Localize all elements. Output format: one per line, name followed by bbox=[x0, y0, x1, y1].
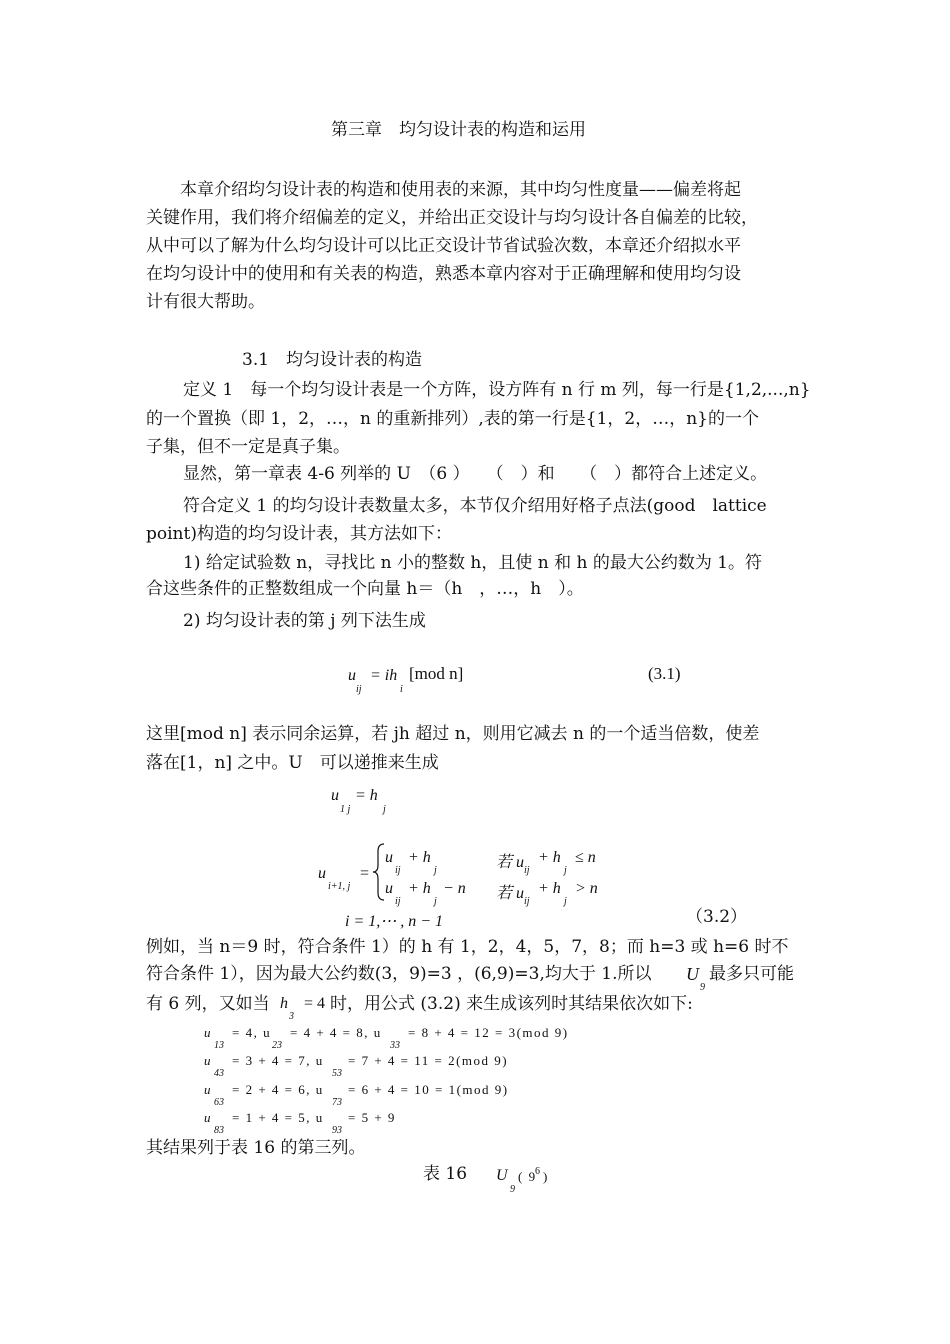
calc-text: = 5 + 9 bbox=[348, 1110, 396, 1125]
eq-u: u bbox=[385, 849, 393, 866]
eq-plus: + h bbox=[538, 880, 561, 897]
definition-line: 的一个置换（即 1，2，…，n 的重新排列）,表的第一行是{1，2，…，n}的一个 bbox=[146, 409, 760, 429]
calc-sub: 63 bbox=[214, 1097, 224, 1108]
eq-number: （3.2） bbox=[686, 907, 748, 927]
mod-line: 落在[1，n] 之中。U 可以递推来生成 bbox=[146, 753, 439, 773]
eq-sub: j bbox=[434, 865, 437, 876]
eq-equals: = bbox=[360, 865, 370, 882]
calc-sub: 23 bbox=[272, 1040, 282, 1051]
eq-sub: ij bbox=[524, 865, 530, 876]
eq-cond: 若 u bbox=[496, 885, 525, 902]
table-u: U bbox=[496, 1167, 508, 1184]
calc-u: u bbox=[204, 1053, 212, 1068]
table-sup: 6 bbox=[535, 1166, 540, 1177]
calc-text: = 8 + 4 = 12 = 3(mod 9) bbox=[408, 1025, 569, 1040]
example-line: 有 6 列，又如当 bbox=[146, 994, 270, 1014]
calc-text: = 1 + 4 = 5, u bbox=[232, 1110, 324, 1125]
calc-u: u bbox=[204, 1110, 212, 1125]
eq-sub: ij bbox=[524, 896, 530, 907]
eq-sub: 1 j bbox=[340, 804, 351, 815]
mod-line: 这里[mod n] 表示同余运算，若 jh 超过 n，则用它减去 n 的一个适当倍数，使差 bbox=[146, 724, 760, 744]
calc-sub: 93 bbox=[332, 1125, 342, 1136]
eq-sub: ij bbox=[395, 865, 401, 876]
calc-text: = 2 + 4 = 6, u bbox=[232, 1082, 324, 1097]
eq-sub: ij bbox=[356, 684, 362, 695]
h3-value: = 4 bbox=[304, 995, 326, 1012]
result-line: 其结果列于表 16 的第三列。 bbox=[146, 1138, 366, 1158]
intro-line: 关键作用，我们将介绍偏差的定义，并给出正交设计与均匀设计各自偏差的比较， bbox=[146, 208, 758, 228]
eq-sub: j bbox=[383, 804, 386, 815]
glp-line: point)构造的均匀设计表，其方法如下： bbox=[146, 524, 452, 544]
eq-rhs: = h bbox=[355, 787, 378, 804]
step1-line: 1) 给定试验数 n，寻找比 n 小的整数 h，且使 n 和 h 的最大公约数为 1。符 bbox=[183, 553, 763, 573]
chapter-title: 第三章 均匀设计表的构造和运用 bbox=[331, 120, 586, 140]
eq-sub: i bbox=[400, 684, 403, 695]
eq-minus: − n bbox=[443, 880, 466, 897]
example-line: 例如，当 n＝9 时，符合条件 1）的 h 有 1，2，4，5，7，8；而 h=3 或 h=6 时不 bbox=[146, 937, 789, 957]
obvious-line: 显然，第一章表 4-6 列举的 U （6 ） （ ）和 （ ）都符合上述定义。 bbox=[183, 464, 768, 484]
calc-text: = 6 + 4 = 10 = 1(mod 9) bbox=[348, 1082, 509, 1097]
h3-symbol: h bbox=[280, 995, 288, 1012]
eq-number: (3.1) bbox=[648, 664, 681, 683]
calc-sub: 83 bbox=[214, 1125, 224, 1136]
eq-u: u bbox=[318, 865, 326, 882]
calc-sub: 33 bbox=[390, 1040, 400, 1051]
calc-sub: 13 bbox=[214, 1040, 224, 1051]
glp-line: 符合定义 1 的均匀设计表数量太多，本节仅介绍用好格子点法(good lattice bbox=[183, 496, 767, 516]
table-sub: 9 bbox=[510, 1184, 515, 1195]
calc-sub: 43 bbox=[214, 1068, 224, 1079]
step2-line: 2) 均匀设计表的第 j 列下法生成 bbox=[183, 611, 426, 631]
intro-line: 在均匀设计中的使用和有关表的构造，熟悉本章内容对于正确理解和使用均匀设 bbox=[146, 264, 741, 284]
calc-text: = 3 + 4 = 7, u bbox=[232, 1053, 324, 1068]
eq-mod: [mod n] bbox=[409, 664, 464, 683]
eq-plus: + h bbox=[408, 849, 431, 866]
table-paren: ( 9 bbox=[518, 1169, 537, 1184]
calc-text: = 4 + 4 = 8, u bbox=[290, 1025, 382, 1040]
calc-u: u bbox=[204, 1082, 212, 1097]
step1-line: 合这些条件的正整数组成一个向量 h＝（h ，…，h ）。 bbox=[146, 579, 584, 599]
definition-line: 定义 1 每一个均匀设计表是一个方阵，设方阵有 n 行 m 列，每一行是{1,2,...,n} bbox=[183, 380, 811, 400]
eq-u: u bbox=[385, 880, 393, 897]
eq-sub: j bbox=[564, 896, 567, 907]
calc-u: u bbox=[204, 1025, 212, 1040]
example-line: 最多只可能 bbox=[709, 964, 794, 984]
eq-plus: + h bbox=[408, 880, 431, 897]
intro-line: 本章介绍均匀设计表的构造和使用表的来源，其中均匀性度量——偏差将起 bbox=[180, 180, 741, 200]
eq-sub: i+1, j bbox=[328, 881, 351, 892]
eq-sub: ij bbox=[395, 896, 401, 907]
u9-symbol: U bbox=[686, 964, 699, 984]
calc-sub: 73 bbox=[332, 1097, 342, 1108]
eq-u: u bbox=[331, 787, 339, 804]
intro-line: 计有很大帮助。 bbox=[146, 292, 265, 312]
eq-cond: 若 u bbox=[496, 854, 525, 871]
definition-line: 子集，但不一定是真子集。 bbox=[146, 437, 350, 457]
calc-text: = 7 + 4 = 11 = 2(mod 9) bbox=[348, 1053, 509, 1068]
eq-rel: ≤ n bbox=[575, 849, 596, 866]
eq-plus: + h bbox=[538, 849, 561, 866]
h3-sub: 3 bbox=[289, 1011, 294, 1022]
eq-sub: j bbox=[564, 865, 567, 876]
eq-mid: = ih bbox=[370, 667, 398, 684]
u9-sub: 9 bbox=[700, 982, 705, 993]
table-close: ) bbox=[543, 1169, 549, 1184]
calc-sub: 53 bbox=[332, 1068, 342, 1079]
brace-icon bbox=[372, 843, 386, 901]
table-label: 表 16 bbox=[423, 1164, 468, 1184]
eq-range: i = 1,⋯ , n − 1 bbox=[345, 913, 444, 930]
eq-sub: j bbox=[434, 896, 437, 907]
section-heading: 3.1 均匀设计表的构造 bbox=[242, 350, 423, 370]
example-line: 时，用公式 (3.2) 来生成该列时其结果依次如下: bbox=[330, 994, 693, 1014]
example-line: 符合条件 1），因为最大公约数(3，9)=3 ，(6,9)=3,均大于 1.所以 bbox=[146, 964, 652, 984]
eq-u: u bbox=[348, 667, 356, 684]
eq-rel: > n bbox=[575, 880, 598, 897]
intro-line: 从中可以了解为什么均匀设计可以比正交设计节省试验次数，本章还介绍拟水平 bbox=[146, 236, 741, 256]
calc-text: = 4, u bbox=[232, 1025, 272, 1040]
